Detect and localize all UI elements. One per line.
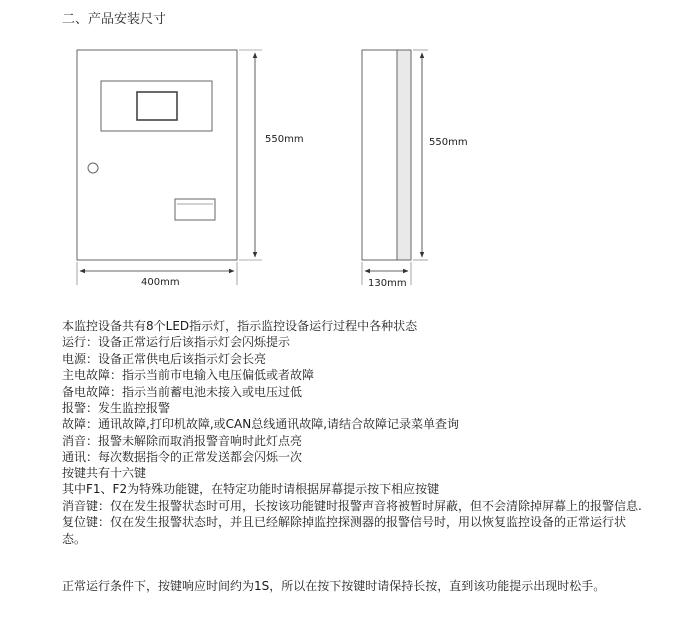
indicator-line-fault: 故障：通讯故障,打印机故障,或CAN总线通讯故障,请结合故障记录菜单查询 [62,417,460,432]
indicator-line-main-power-fault: 主电故障：指示当前市电输入电压偏低或者故障 [62,368,315,383]
side-height-dimension [413,50,468,260]
installation-dimension-diagram [0,0,700,305]
indicator-intro: 本监控设备共有8个LED指示灯，指示监控设备运行过程中各种状态 [62,319,418,333]
front-width-label: 400mm [141,277,180,288]
keys-mute-line: 消音键：仅在发生报警状态时可用，长按该功能键时报警声音将被暂时屏蔽，但不会清除掉屏幕上的报警信息. [62,498,642,513]
indicator-line-power: 电源：设备正常供电后该指示灯会长亮 [62,351,267,366]
indicator-line-backup-power-fault: 备电故障：指示当前蓄电池未接入或电压过低 [62,384,303,399]
indicator-line-communication: 通讯：每次数据指令的正常发送都会闪烁一次 [62,450,303,465]
side-depth-label: 130mm [368,278,407,289]
printer-slot [175,199,215,220]
indicator-line-run: 运行：设备正常运行后该指示灯会闪烁提示 [62,335,291,350]
front-height-dimension [239,50,304,260]
side-depth-dimension [362,262,411,289]
indicator-line-alarm: 报警：发生监控报警 [62,401,171,416]
keys-intro: 按键共有十六键 [62,466,147,480]
indicator-line-mute: 消音：报警未解除而取消报警音响时此灯点亮 [62,433,303,448]
front-width-dimension [77,262,237,288]
section-title: 二、产品安装尺寸 [62,12,167,27]
key-description [62,465,642,547]
normal-operation-note [62,578,642,594]
keys-reset-line: 复位键：仅在发生报警状态时，并且已经解除掉监控探测器的报警信号时，用以恢复监控设备的正常运行状态。 [62,515,627,546]
side-view-cabinet [362,50,411,260]
door-lock [88,163,98,173]
indicator-description [62,318,642,466]
front-view-cabinet [77,50,237,260]
normal-operation-text: 正常运行条件下，按键响应时间约为1S，所以在按下按键时请保持长按，直到该功能提示出现时松手。 [62,579,606,593]
display-screen [137,92,177,120]
side-height-label: 550mm [429,137,468,148]
keys-function-line: 其中F1、F2为特殊功能键，在特定功能时请根据屏幕提示按下相应按键 [62,482,440,497]
front-height-label: 550mm [265,134,304,145]
